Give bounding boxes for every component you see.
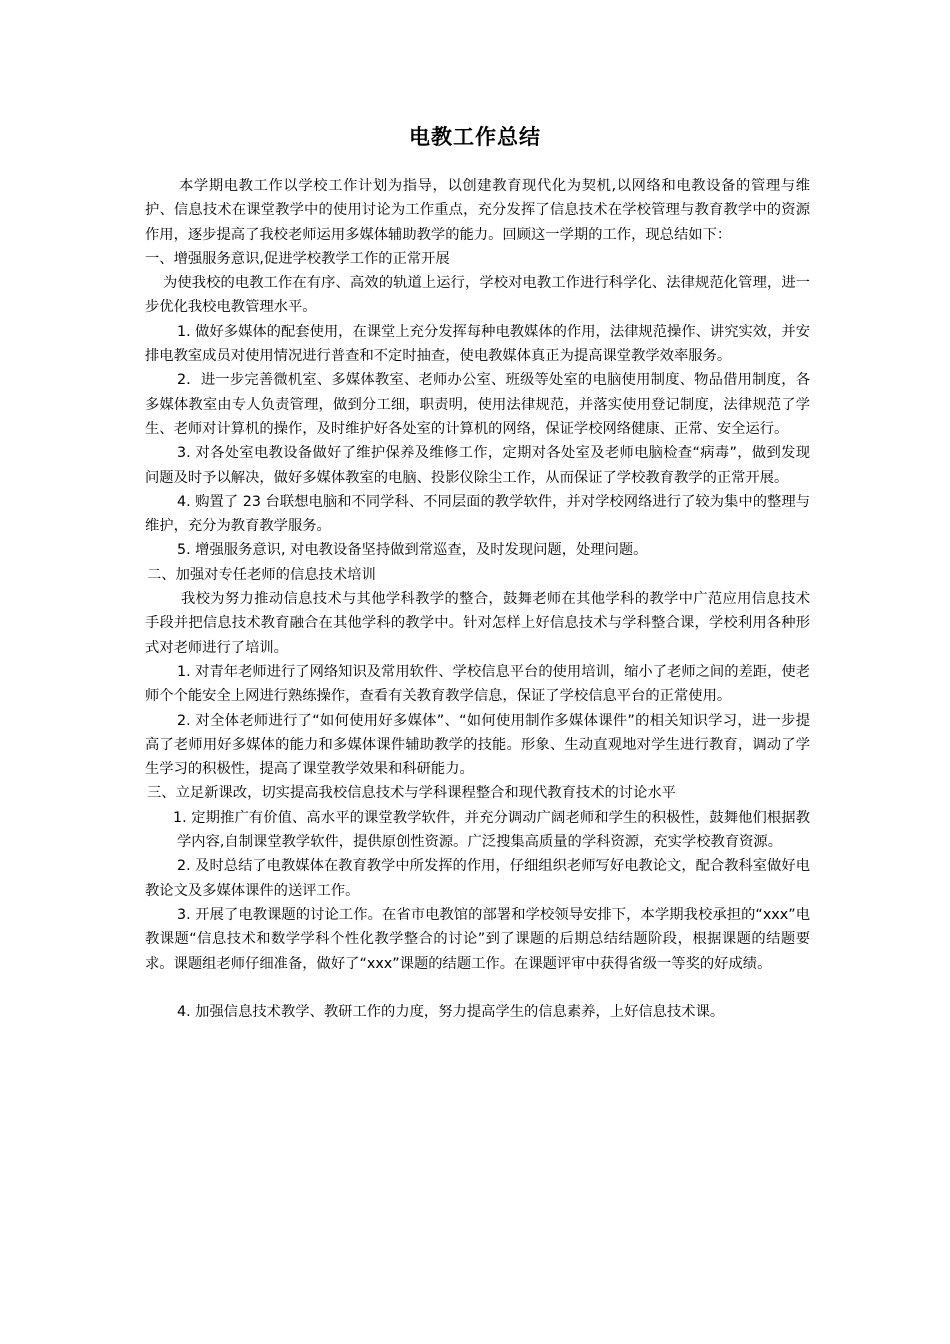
section-2-intro-paragraph: 我校为努力推动信息技术与其他学科教学的整合，鼓舞老师在其他学科的教学中广范应用信息技术手段并把信息技术教育融合在其他学科的教学中。针对怎样上好信息技术与学科整合课，学校利用各种形式对老师进行了培训。	[145, 591, 810, 656]
section-1-intro-paragraph: 为使我校的电教工作在有序、高效的轨道上运行，学校对电教工作进行科学化、法律规范化管理，进一步优化我校电教管理水平。	[145, 275, 810, 316]
section-heading-1: 一、增强服务意识,促进学校教学工作的正常开展	[145, 250, 450, 267]
intro-paragraph: 本学期电教工作以学校工作计划为指导，以创建教育现代化为契机,以网络和电教设备的管理与维护、信息技术在课堂教学中的使用讨论为工作重点，充分发挥了信息技术在学校管理与教育教学中的资源作用，逐步提高了我校老师运用多媒体辅助教学的能力。回顾这一学期的工作，现总结如下：	[145, 178, 810, 243]
section-1-item-2: 2．进一步完善微机室、多媒体教室、老师办公室、班级等处室的电脑使用制度、物品借用制度，各多媒体教室由专人负责管理，做到分工细，职责明，使用法律规范，并落实使用登记制度，法律规范了学生、老师对计算机的操作，及时维护好各处室的计算机的网络，保证学校网络健康、正常、安全运行。	[145, 372, 810, 437]
section-1-item-3: 3. 对各处室电教设备做好了维护保养及维修工作，定期对各处室及老师电脑检查“病毒”，做到发现问题及时予以解决，做好多媒体教室的电脑、投影仪除尘工作，从而保证了学校教育教学的正常开展。	[145, 445, 810, 486]
section-3-item-4: 4. 加强信息技术教学、教研工作的力度，努力提高学生的信息素养，上好信息技术课。	[177, 1003, 725, 1020]
section-1-item-4: 4. 购置了 23 台联想电脑和不同学科、不同层面的教学软件，并对学校网络进行了较为集中的整理与维护，充分为教育教学服务。	[145, 493, 810, 535]
document-body	[145, 174, 810, 1024]
section-2-item-1: 1. 对青年老师进行了网络知识及常用软件、学校信息平台的使用培训，缩小了老师之间的差距，使老师个个能安全上网进行熟练操作，查看有关教育教学信息，保证了学校信息平台的正常使用。	[145, 663, 810, 705]
blank-line	[145, 976, 810, 1000]
section-3-item-3: 3. 开展了电教课题的讨论工作。在省市电教馆的部署和学校领导安排下，本学期我校承担的“xxx”电教课题“信息技术和数学学科个性化教学整合的讨论”到了课题的后期总结结题阶段，根据课题的结题要求。课题组老师仔细准备，做好了“xxx”课题的结题工作。在课题评审中获得省级一等奖的好成绩。	[145, 906, 810, 972]
section-2-item-2: 2. 对全体老师进行了“如何使用好多媒体”、“如何使用制作多媒体课件”的相关知识学习，进一步提高了老师用好多媒体的能力和多媒体课件辅助教学的技能。形象、生动直观地对学生进行教育，调动了学生学习的积极性，提高了课堂教学效果和科研能力。	[145, 712, 810, 778]
section-1-item-1: 1. 做好多媒体的配套使用，在课堂上充分发挥每种电教媒体的作用，法律规范操作、讲究实效，并安排电教室成员对使用情况进行普查和不定时抽查，使电教媒体真正为提高课堂教学效率服务。	[145, 323, 810, 365]
section-1-item-5: 5. 增强服务意识, 对电教设备坚持做到常巡查，及时发现问题，处理问题。	[177, 542, 648, 559]
section-3-item-2: 2. 及时总结了电教媒体在教育教学中所发挥的作用，仔细组织老师写好电教论文，配合教科室做好电教论文及多媒体课件的送评工作。	[145, 858, 810, 899]
document-title: 电教工作总结	[409, 125, 541, 149]
section-3-item-1: 1. 定期推广有价值、高水平的课堂教学软件，并充分调动广阔老师和学生的积极性，鼓舞他们根据教学内容,自制课堂教学软件，提供原创性资源。广泛搜集高质量的学科资源，充实学校教育资源。	[173, 809, 810, 851]
section-heading-2: 二、加强对专任老师的信息技术培训	[147, 566, 376, 583]
section-heading-3: 三、立足新课改，切实提高我校信息技术与学科课程整合和现代教育技术的讨论水平	[147, 785, 676, 802]
